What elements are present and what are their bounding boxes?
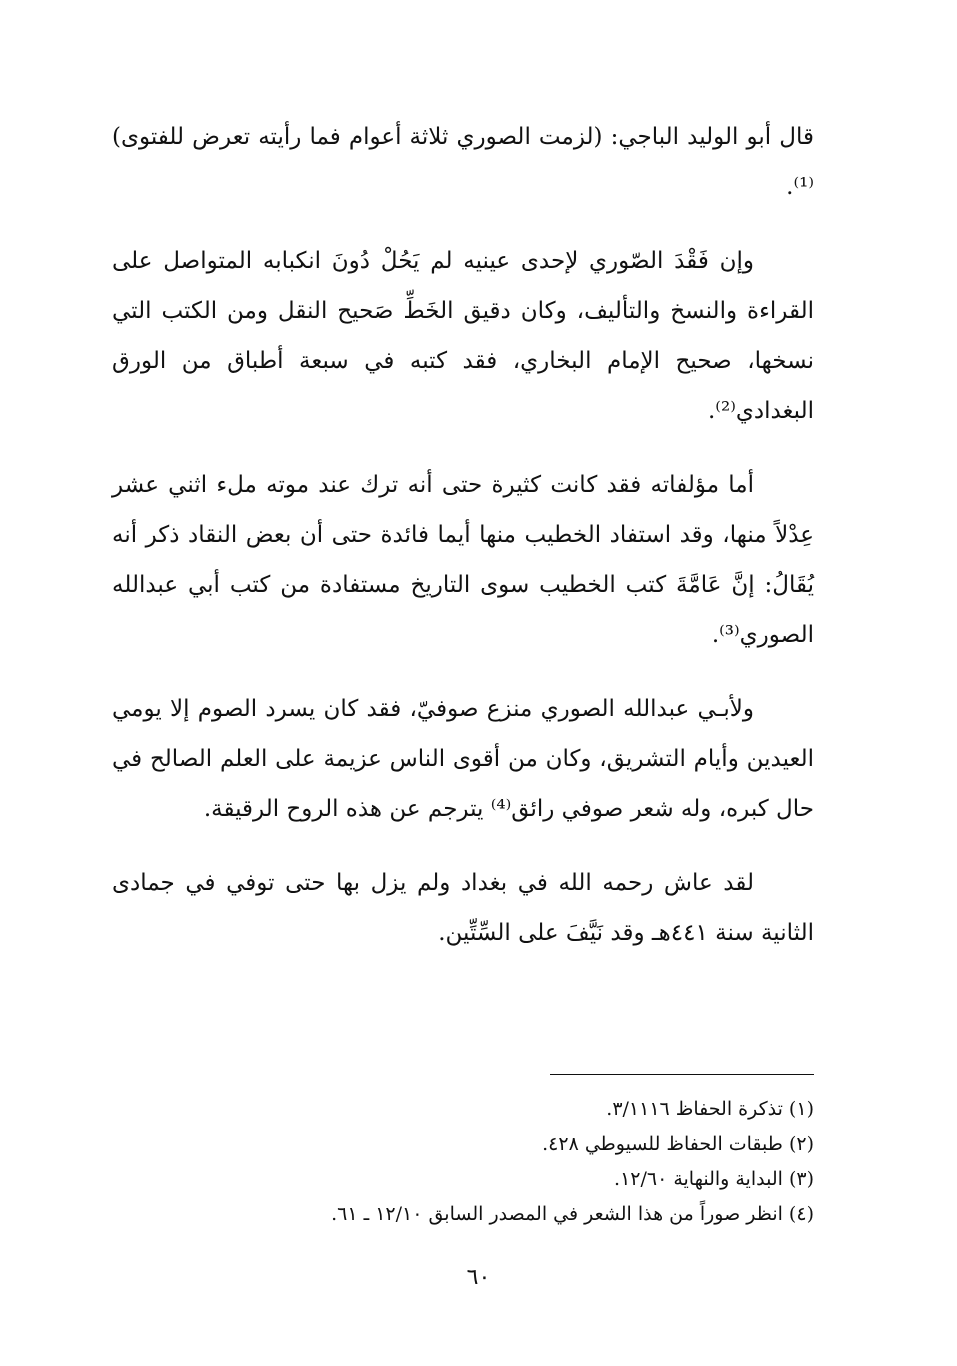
footnote-4: (٤) انظر صوراً من هذا الشعر في المصدر السابق ١٢/١٠ ـ ٦١.	[331, 1203, 814, 1225]
footnote-3: (٣) البداية والنهاية ١٢/٦٠.	[614, 1168, 814, 1190]
paragraph-1: قال أبو الوليد الباجي: (لزمت الصوري ثلاثة أعوام فما رأيته تعرض للفتوى)⁽¹⁾.	[112, 124, 814, 200]
footnote-1: (١) تذكرة الحفاظ ٣/١١١٦.	[606, 1098, 814, 1120]
paragraph-2: وإن فَقْدَ الصّوري لإحدى عينيه لم يَحُلْ دُونَ انكبابه المتواصل على القراءة والنسخ والتأليف، وكان دقيق الخَطِّ صَحيح النقل ومن الكتب التي نسخها، صحيح الإمام البخاري، فقد كتبه في سبعة أطباق من الورق البغدادي⁽²⁾.	[112, 248, 814, 424]
footnote-separator	[550, 1074, 814, 1075]
paragraph-5: لقد عاش رحمه الله في بغداد ولم يزل بها حتى توفي في جمادى الثانية سنة ٤٤١هـ وقد نَيَّفَ على السِّتِّين.	[112, 870, 814, 946]
page-number: ٦٠	[466, 1265, 491, 1290]
footnote-2: (٢) طبقات الحفاظ للسيوطي ٤٢٨.	[542, 1133, 814, 1155]
paragraph-4: ولأبـي عبدالله الصوري منزع صوفيّ، فقد كان يسرد الصوم إلا يومي العيدين وأيام التشريق، وكان من أقوى الناس عزيمة على العلم الصالح في حال كبره، وله شعر صوفي رائق⁽⁴⁾ يترجم عن هذه الروح الرقيقة.	[112, 696, 814, 822]
paragraph-3: أما مؤلفاته فقد كانت كثيرة حتى أنه ترك عند موته ملء اثني عشر عِدْلاً منها، وقد استفاد الخطيب منها أيما فائدة حتى أن بعض النقاد ذكر أنه يُقَالُ: إنَّ عَامَّةَ كتب الخطيب سوى التاريخ مستفادة من كتب أبي عبدالله الصوري⁽³⁾.	[112, 472, 814, 648]
footnotes	[250, 1092, 814, 1232]
main-text	[112, 112, 814, 982]
